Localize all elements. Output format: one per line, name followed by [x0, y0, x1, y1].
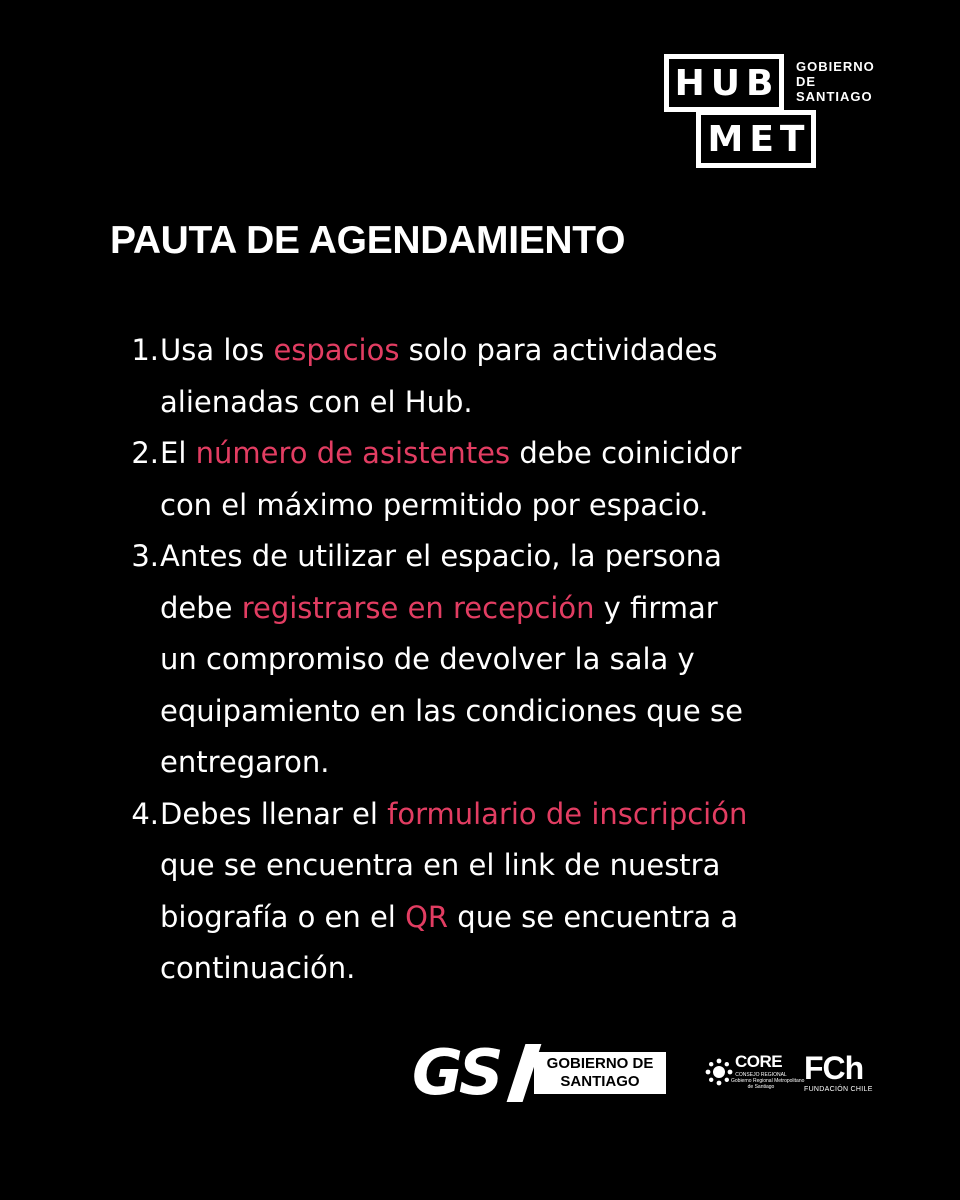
core-sun-icon	[705, 1058, 733, 1086]
rule-number: 4.	[131, 796, 159, 831]
core-sub	[731, 1072, 805, 1090]
gs-box	[534, 1052, 666, 1094]
rule-line: debe registrarse en recepción y firmar	[160, 590, 718, 625]
core-name: CORE	[735, 1052, 783, 1071]
gs-box-line: SANTIAGO	[560, 1073, 640, 1090]
rule-line: continuación.	[160, 951, 356, 985]
rule-highlight: QR	[405, 899, 449, 934]
rule-item	[118, 428, 918, 531]
rule-number: 1.	[131, 333, 159, 367]
rule-line: un compromiso de devolver la sala y	[160, 642, 695, 676]
gs-box-line: GOBIERNO DE	[546, 1055, 654, 1072]
core-sub-line: de Santiago	[747, 1084, 775, 1090]
rule-item	[118, 789, 918, 995]
hub-logo-gov-line: SANTIAGO	[796, 89, 873, 104]
rule-line: biografía o en el QR que se encuentra a	[160, 899, 739, 934]
core-logo	[703, 1052, 805, 1096]
hub-logo-bottom: MET	[696, 110, 816, 168]
core-sub-line: Gobierno Regional Metropolitano	[731, 1078, 805, 1084]
rule-line: El número de asistentes debe coinicidor	[160, 436, 742, 470]
rule-text	[159, 789, 918, 995]
fch-mark: FCh	[804, 1050, 864, 1086]
rule-item	[118, 531, 918, 789]
rule-line: Debes llenar el formulario de inscripción	[160, 796, 748, 831]
rule-number: 3.	[131, 539, 159, 573]
hub-logo-gov-line: DE	[796, 74, 817, 89]
rule-highlight: formulario de inscripción	[387, 796, 748, 831]
hub-logo-top: HUB	[664, 54, 784, 112]
rules-list	[118, 325, 918, 995]
fundacion-chile-logo	[802, 1050, 882, 1100]
rule-highlight: registrarse en recepción	[241, 590, 595, 625]
rule-line: equipamiento en las condiciones que se	[160, 693, 743, 728]
fch-sub: FUNDACIÓN CHILE	[804, 1086, 873, 1093]
gobierno-de-santiago-logo	[412, 1036, 668, 1109]
rule-highlight: espacios	[273, 333, 400, 367]
rule-line: Usa los espacios solo para actividades	[160, 333, 718, 367]
rule-line: Antes de utilizar el espacio, la persona	[160, 539, 722, 573]
page-title: PAUTA DE AGENDAMIENTO	[110, 219, 626, 262]
rule-text	[159, 531, 918, 789]
rule-text	[159, 325, 918, 428]
core-sub-line: CONSEJO REGIONAL	[735, 1072, 787, 1078]
rule-item	[118, 325, 918, 428]
rule-line: con el máximo permitido por espacio.	[160, 487, 709, 522]
rule-line: alienadas con el Hub.	[160, 384, 473, 419]
hub-logo-gov-line: GOBIERNO	[796, 59, 875, 74]
rule-highlight: número de asistentes	[195, 436, 511, 470]
hub-met-logo	[664, 54, 904, 174]
rule-line: que se encuentra en el link de nuestra	[160, 848, 721, 882]
gs-mark: GS	[412, 1036, 500, 1109]
rule-number: 2.	[131, 436, 159, 470]
hub-logo-gov-text	[796, 59, 875, 104]
rule-text	[159, 428, 918, 531]
rule-line: entregaron.	[160, 745, 330, 779]
